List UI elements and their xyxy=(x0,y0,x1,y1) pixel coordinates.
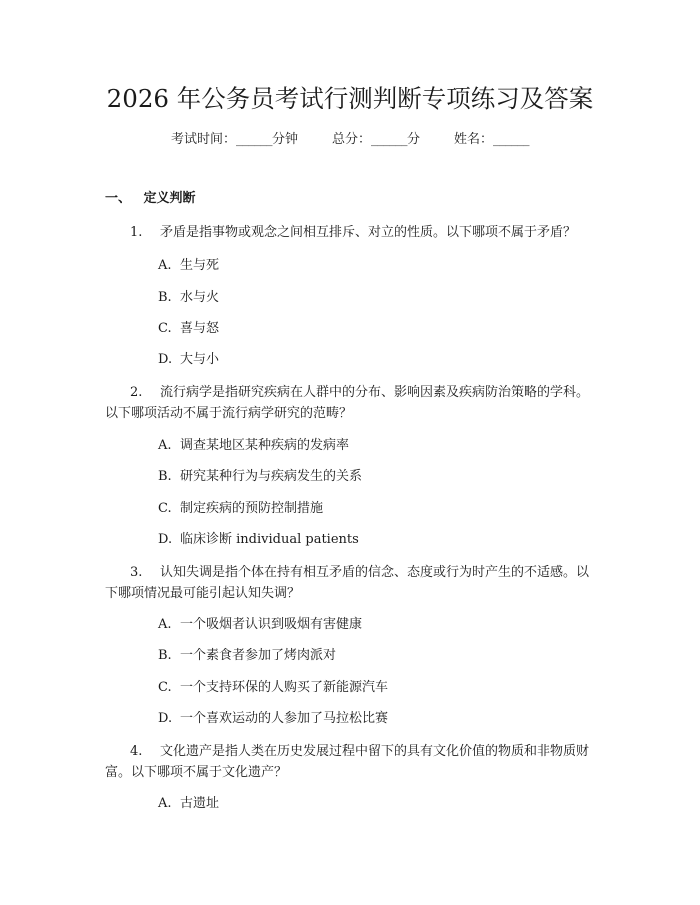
option-letter: D. xyxy=(158,352,173,367)
name-label: 姓名： xyxy=(454,132,494,147)
option-item xyxy=(158,678,388,698)
option-text: 水与火 xyxy=(180,290,220,305)
total-score-unit: 分 xyxy=(407,132,421,147)
question-stem: 认知失调是指个体在持有相互矛盾的信念、态度或行为时产生的不适感。以下哪项情况最可能引起认知失调？ xyxy=(105,565,590,601)
option-item xyxy=(158,350,219,370)
total-score-label: 总分： xyxy=(331,132,371,147)
option-item xyxy=(158,499,323,519)
option-item xyxy=(158,436,349,456)
option-item xyxy=(158,256,219,276)
option-text: 喜与怒 xyxy=(180,321,220,336)
question-number: 4. xyxy=(130,744,143,759)
option-text: 一个吸烟者认识到吸烟有害健康 xyxy=(180,617,363,632)
option-letter: A. xyxy=(158,438,172,453)
question-stem: 矛盾是指事物或观念之间相互排斥、对立的性质。以下哪项不属于矛盾？ xyxy=(160,225,577,240)
section-heading xyxy=(105,189,196,209)
option-text: 古遗址 xyxy=(180,796,220,811)
option-letter: A. xyxy=(158,617,172,632)
option-text: 一个支持环保的人购买了新能源汽车 xyxy=(180,680,389,695)
document-title: 2026 年公务员考试行测判断专项练习及答案 xyxy=(106,84,594,113)
question-stem: 流行病学是指研究疾病在人群中的分布、影响因素及疾病防治策略的学科。以下哪项活动不属于流行病学研究的范畴？ xyxy=(105,385,590,421)
option-letter: D. xyxy=(158,532,173,547)
total-score-blank: ______ xyxy=(371,132,407,147)
exam-info xyxy=(0,130,700,150)
option-letter: B. xyxy=(158,469,172,484)
option-text: 临床诊断 individual patients xyxy=(180,532,359,547)
option-item xyxy=(158,288,219,308)
option-item xyxy=(158,709,388,729)
option-text: 大与小 xyxy=(180,352,220,367)
option-letter: C. xyxy=(158,680,172,695)
option-letter: B. xyxy=(158,648,172,663)
option-text: 调查某地区某种疾病的发病率 xyxy=(180,438,350,453)
question-text xyxy=(105,222,597,243)
option-item xyxy=(158,794,219,814)
name-blank: ______ xyxy=(493,132,530,147)
question-stem: 文化遗产是指人类在历史发展过程中留下的具有文化价值的物质和非物质财富。以下哪项不属于文化遗产？ xyxy=(105,744,590,780)
total-score-field xyxy=(332,130,420,150)
option-item xyxy=(158,615,362,635)
option-letter: A. xyxy=(158,796,172,811)
option-item xyxy=(158,467,362,487)
question-text xyxy=(105,562,597,604)
question-text xyxy=(105,741,597,783)
option-text: 研究某种行为与疾病发生的关系 xyxy=(180,469,363,484)
exam-time-unit: 分钟 xyxy=(271,132,298,147)
question-number: 3. xyxy=(130,565,143,580)
option-item xyxy=(158,319,219,339)
option-item xyxy=(158,646,336,666)
section-number: 一、 xyxy=(105,191,132,206)
exam-time-label: 考试时间： xyxy=(170,132,236,147)
option-text: 生与死 xyxy=(180,258,220,273)
option-letter: C. xyxy=(158,321,172,336)
option-text: 制定疾病的预防控制措施 xyxy=(180,501,324,516)
name-field xyxy=(454,130,529,150)
option-letter: A. xyxy=(158,258,172,273)
exam-time-field xyxy=(171,130,298,150)
question-number: 1. xyxy=(130,225,143,240)
option-letter: C. xyxy=(158,501,172,516)
option-letter: D. xyxy=(158,711,173,726)
question-text xyxy=(105,382,597,424)
option-item xyxy=(158,530,359,550)
option-text: 一个素食者参加了烤肉派对 xyxy=(180,648,337,663)
section-title: 定义判断 xyxy=(143,191,196,206)
option-text: 一个喜欢运动的人参加了马拉松比赛 xyxy=(180,711,389,726)
question-number: 2. xyxy=(130,385,143,400)
exam-time-blank: ______ xyxy=(235,132,272,147)
option-letter: B. xyxy=(158,290,172,305)
